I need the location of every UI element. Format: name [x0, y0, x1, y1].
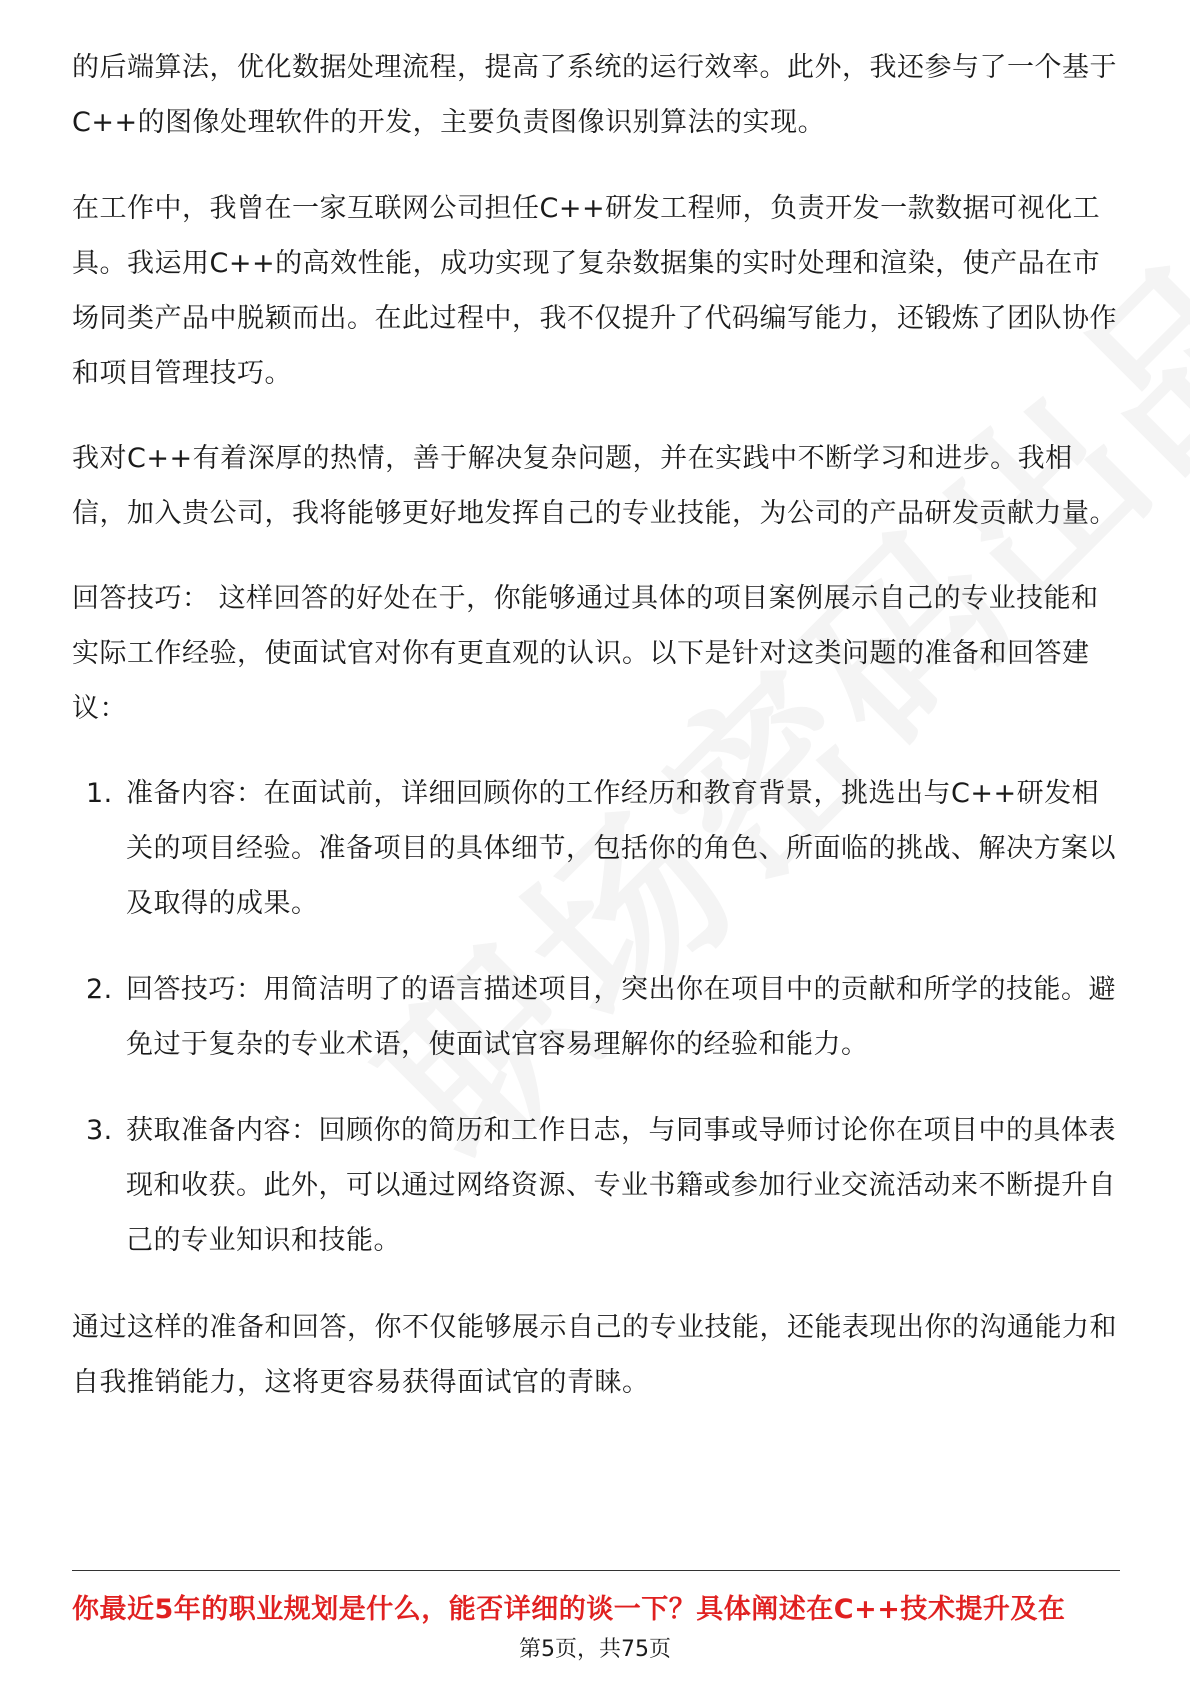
paragraph-answer-tips: 回答技巧： 这样回答的好处在于，你能够通过具体的项目案例展示自己的专业技能和实际工作经验，使面试官对你有更直观的认识。以下是针对这类问题的准备和回答建议： [72, 583, 1099, 724]
section-divider [72, 1570, 1120, 1571]
document-body [72, 40, 1122, 1440]
tip-item-answer [72, 962, 1122, 1072]
tip-number: 3. [86, 1115, 113, 1146]
tips-list [72, 766, 1122, 1268]
paragraph-work-experience: 在工作中，我曾在一家互联网公司担任C++研发工程师，负责开发一款数据可视化工具。我运用C++的高效性能，成功实现了复杂数据集的实时处理和渲染，使产品在市场同类产品中脱颖而出。在此过程中，我不仅提升了代码编写能力，还锻炼了团队协作和项目管理技巧。 [72, 193, 1117, 389]
tip-item-gather [72, 1103, 1122, 1268]
page-number: 第5页，共75页 [519, 1637, 671, 1662]
paragraph-passion: 我对C++有着深厚的热情，善于解决复杂问题，并在实践中不断学习和进步。我相信，加入贵公司，我将能够更好地发挥自己的专业技能，为公司的产品研发贡献力量。 [72, 443, 1117, 529]
paragraph-closing: 通过这样的准备和回答，你不仅能够展示自己的专业技能，还能表现出你的沟通能力和自我推销能力，这将更容易获得面试官的青睐。 [72, 1312, 1117, 1398]
tip-text: 回答技巧：用简洁明了的语言描述项目，突出你在项目中的贡献和所学的技能。避免过于复杂的专业术语，使面试官容易理解你的经验和能力。 [126, 974, 1116, 1060]
tip-number: 2. [86, 974, 113, 1005]
tip-item-prepare [72, 766, 1122, 931]
tip-number: 1. [86, 778, 113, 809]
paragraph-backend-algorithms: 的后端算法，优化数据处理流程，提高了系统的运行效率。此外，我还参与了一个基于C++的图像处理软件的开发，主要负责图像识别算法的实现。 [72, 52, 1117, 138]
tip-text: 准备内容：在面试前，详细回顾你的工作经历和教育背景，挑选出与C++研发相关的项目经验。准备项目的具体细节，包括你的角色、所面临的挑战、解决方案以及取得的成果。 [126, 778, 1116, 919]
tip-text: 获取准备内容：回顾你的简历和工作日志，与同事或导师讨论你在项目中的具体表现和收获。此外，可以通过网络资源、专业书籍或参加行业交流活动来不断提升自己的专业知识和技能。 [126, 1115, 1116, 1256]
next-question-heading: 你最近5年的职业规划是什么，能否详细的谈一下？具体阐述在C++技术提升及在 [72, 1594, 1066, 1625]
